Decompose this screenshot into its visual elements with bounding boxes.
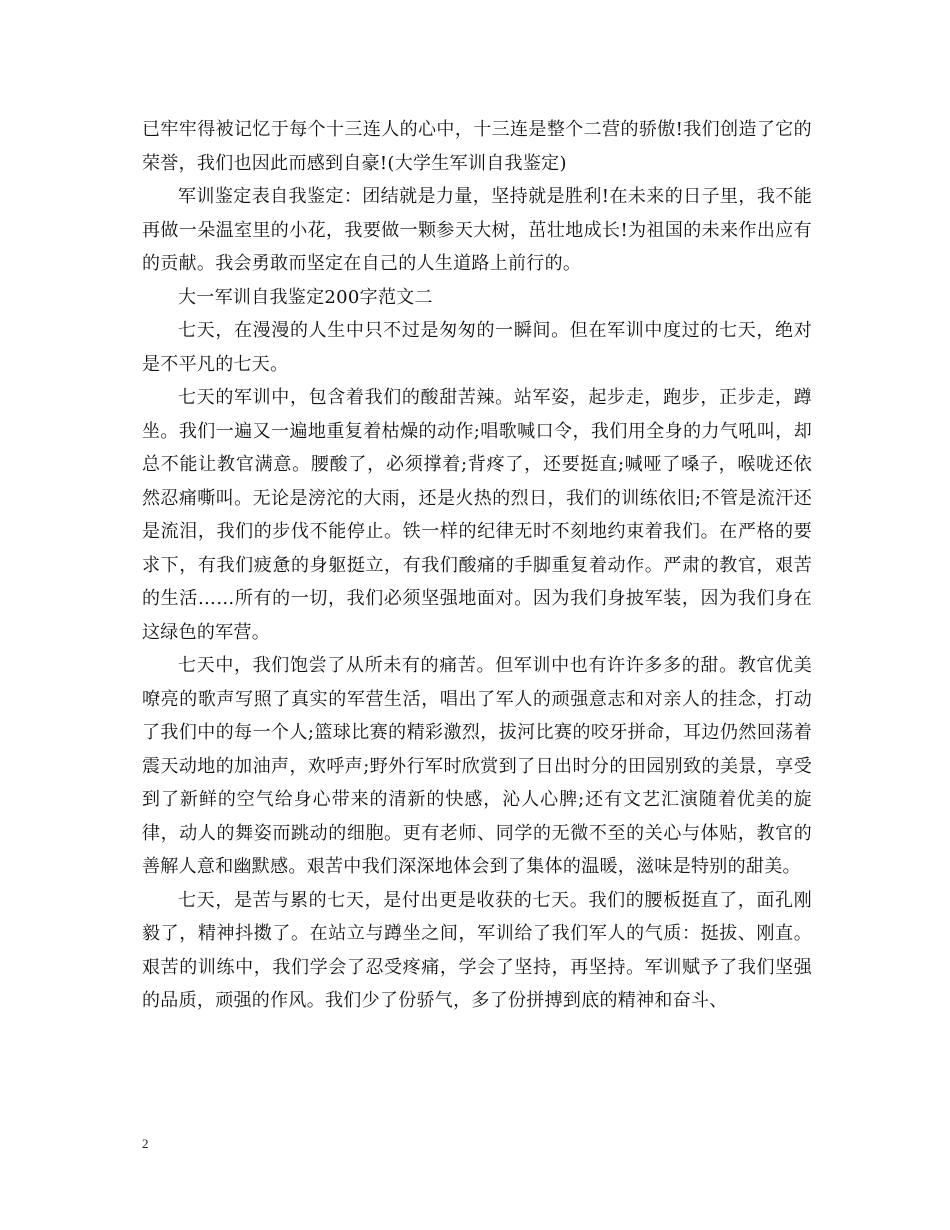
page-number: 2: [142, 1136, 149, 1151]
section-heading: 大一军训自我鉴定200字范文二: [178, 286, 433, 308]
document-body: [142, 113, 812, 1018]
paragraph: 军训鉴定表自我鉴定：团结就是力量，坚持就是胜利!在未来的日子里，我不能再做一朵温室里的小花，我要做一颗参天大树，茁壮地成长!为祖国的未来作出应有的贡献。我会勇敢而坚定在自己的人生道路上前行的。: [142, 186, 812, 274]
paragraph: 七天中，我们饱尝了从所未有的痛苦。但军训中也有许许多多的甜。教官优美嘹亮的歌声写照了真实的军营生活，唱出了军人的顽强意志和对亲人的挂念，打动了我们中的每一个人;篮球比赛的精彩激烈，拔河比赛的咬牙拼命，耳边仍然回荡着震天动地的加油声，欢呼声;野外行军时欣赏到了日出时分的田园别致的美景，享受到了新鲜的空气给身心带来的清新的快感，沁人心脾;还有文艺汇演随着优美的旋律，动人的舞姿而跳动的细胞。更有老师、同学的无微不至的关心与体贴，教官的善解人意和幽默感。艰苦中我们深深地体会到了集体的温暖，滋味是特别的甜美。: [142, 655, 812, 877]
paragraph: 七天，是苦与累的七天，是付出更是收获的七天。我们的腰板挺直了，面孔刚毅了，精神抖擞了。在站立与蹲坐之间，军训给了我们军人的气质：挺拔、刚直。艰苦的训练中，我们学会了忍受疼痛，学会了坚持，再坚持。军训赋予了我们坚强的品质，顽强的作风。我们少了份骄气，多了份拼搏到底的精神和奋斗、: [142, 889, 812, 1011]
paragraph: 七天，在漫漫的人生中只不过是匆匆的一瞬间。但在军训中度过的七天，绝对是不平凡的七天。: [142, 320, 812, 375]
paragraph: 已牢牢得被记忆于每个十三连人的心中，十三连是整个二营的骄傲!我们创造了它的荣誉，我们也因此而感到自豪!(大学生军训自我鉴定): [142, 119, 812, 174]
paragraph: 七天的军训中，包含着我们的酸甜苦辣。站军姿，起步走，跑步，正步走，蹲坐。我们一遍又一遍地重复着枯燥的动作;唱歌喊口令，我们用全身的力气吼叫，却总不能让教官满意。腰酸了，必须撑着;背疼了，还要挺直;喊哑了嗓子，喉咙还依然忍痛嘶叫。无论是滂沱的大雨，还是火热的烈日，我们的训练依旧;不管是流汗还是流泪，我们的步伐不能停止。铁一样的纪律无时不刻地约束着我们。在严格的要求下，有我们疲惫的身躯挺立，有我们酸痛的手脚重复着动作。严肃的教官，艰苦的生活……所有的一切，我们必须坚强地面对。因为我们身披军装，因为我们身在这绿色的军营。: [142, 387, 812, 643]
